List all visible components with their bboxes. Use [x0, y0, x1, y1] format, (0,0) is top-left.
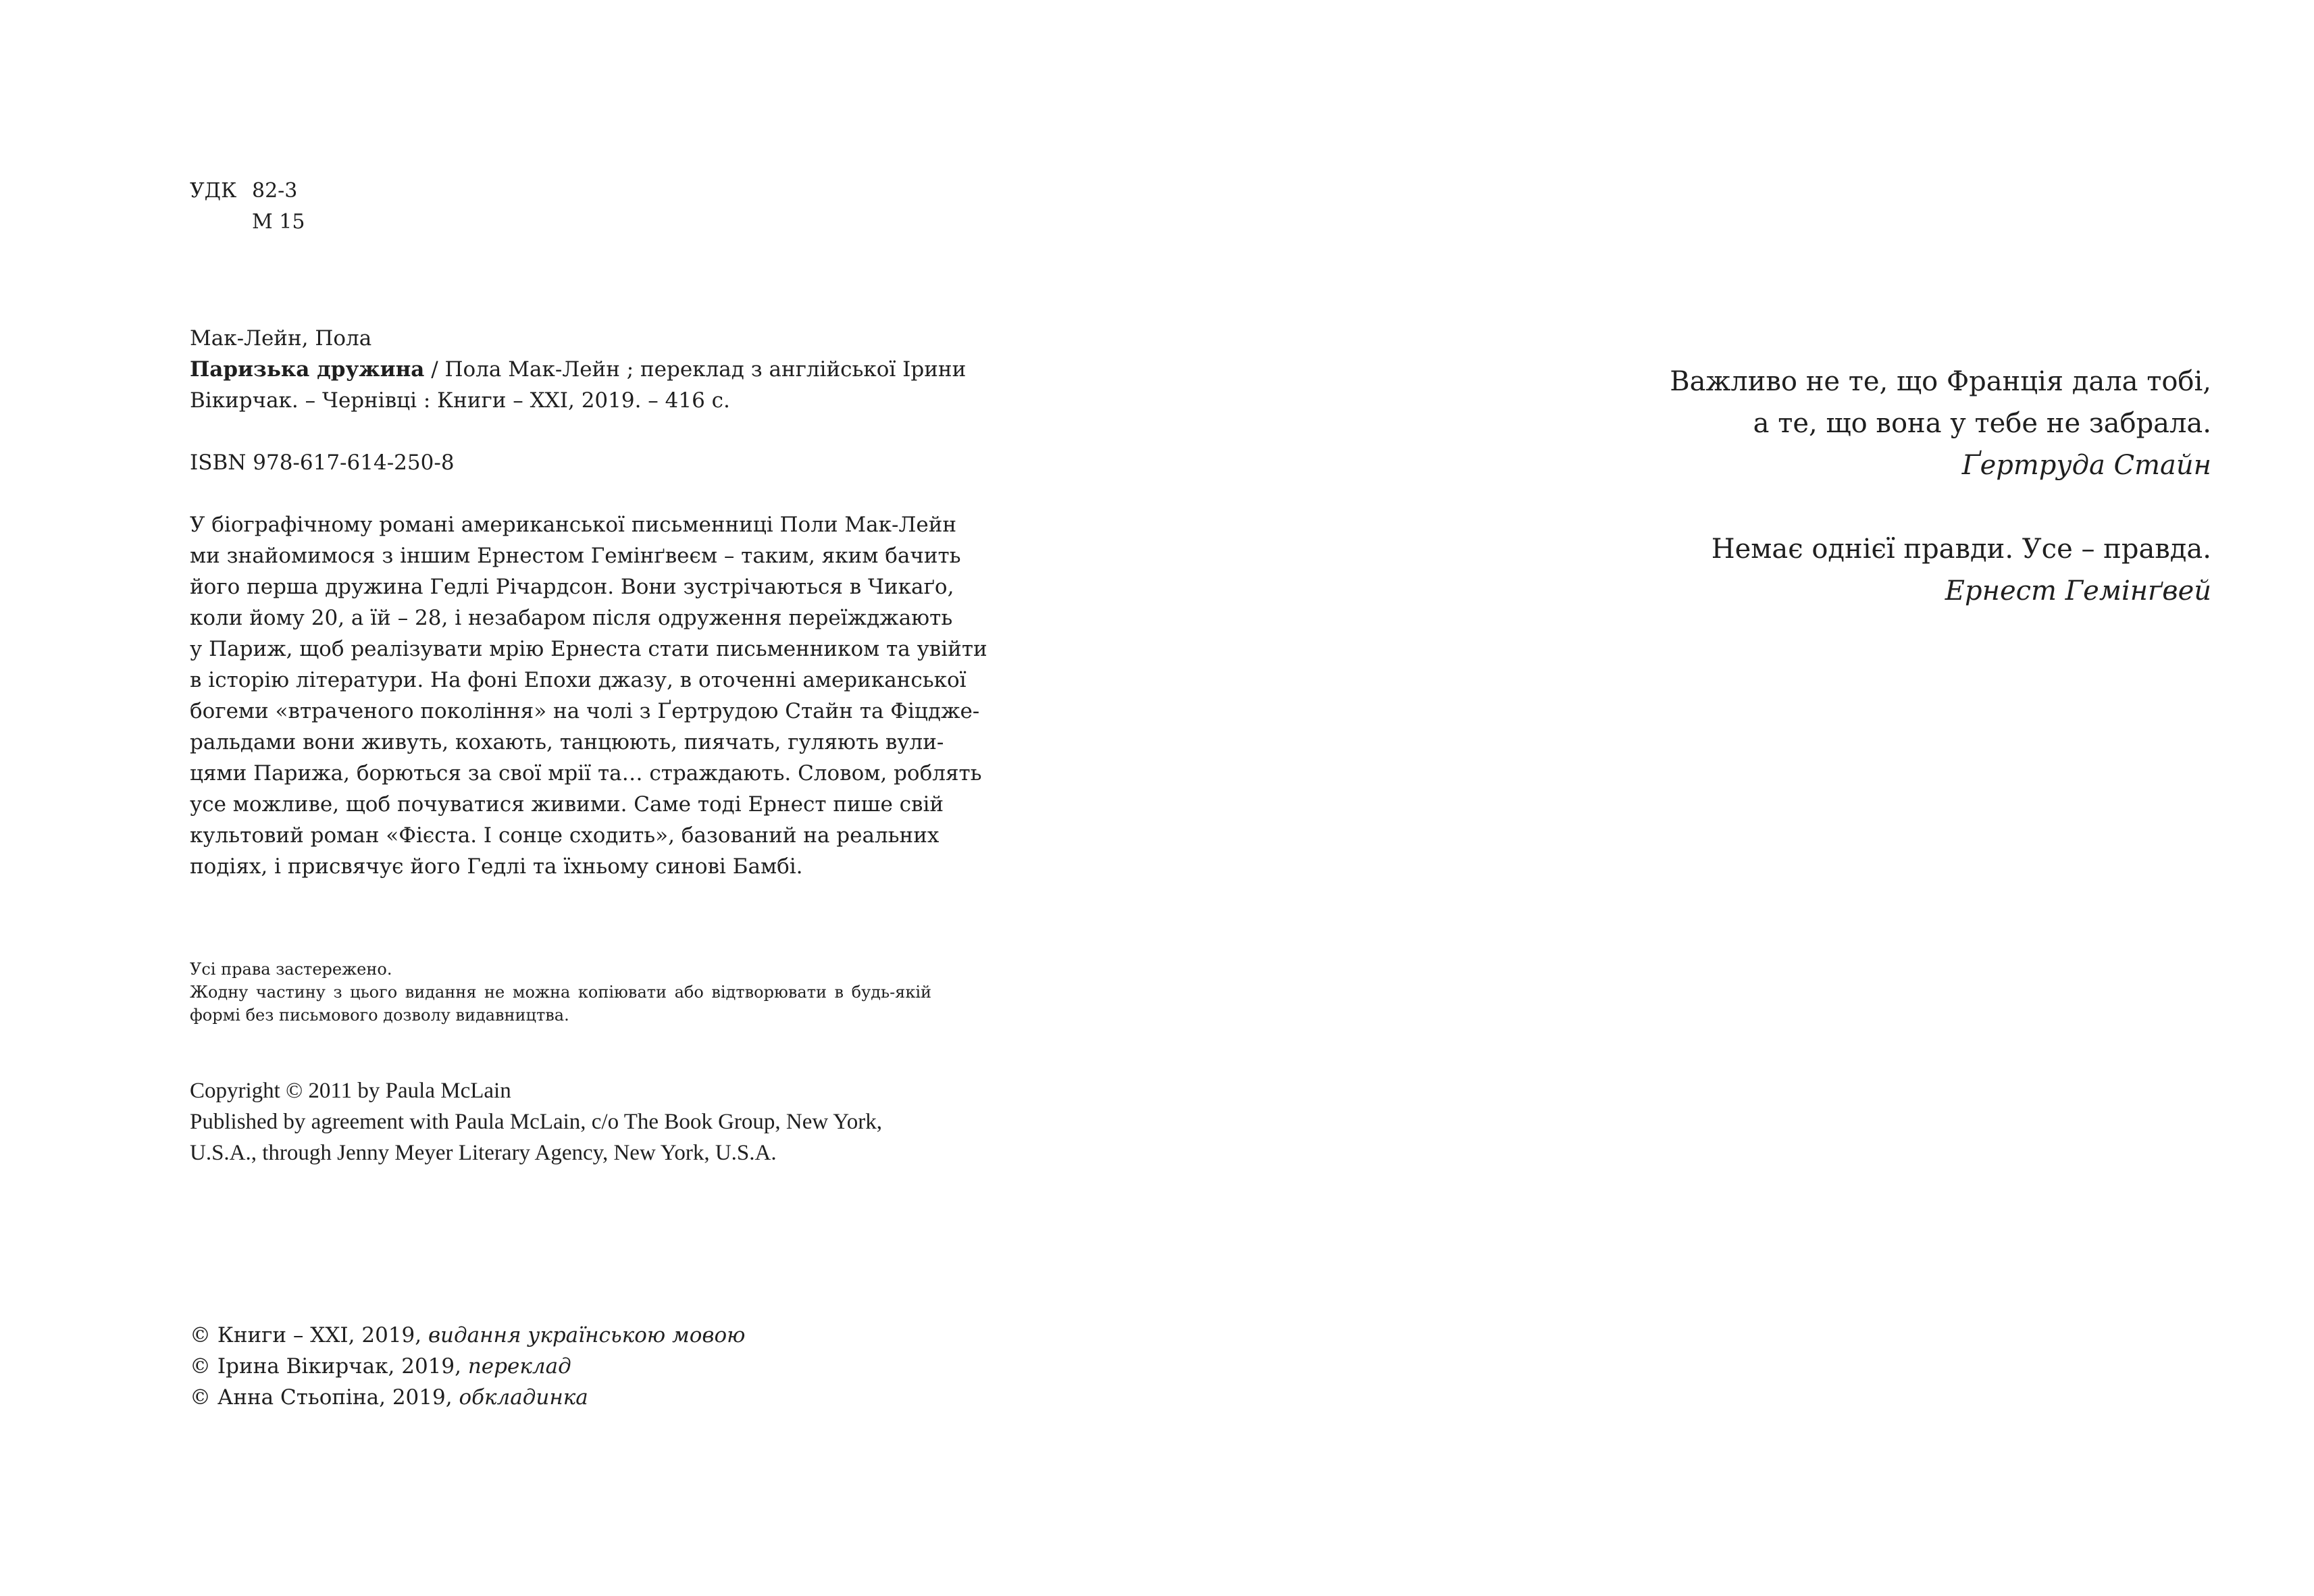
rights-line: Жодну частину з цього видання не можна копіювати або відтворювати в будь-якій [190, 983, 931, 1002]
annotation-line: культовий роман «Фієста. І сонце сходить», базований на реальних [190, 823, 940, 848]
annotation-line: його перша дружина Гедлі Річардсон. Вони зустрічаються в Чикаґо, [190, 575, 954, 599]
author-name: Мак-Лейн, Пола [190, 326, 372, 351]
udk-code: 82-3 [252, 179, 298, 203]
annotation-line: подіях, і присвячує його Гедлі та їхньому синові Бамбі. [190, 854, 803, 879]
copyright-en-line: Copyright © 2011 by Paula McLain [190, 1079, 511, 1103]
copyright-en-line: U.S.A., through Jenny Meyer Literary Agency, New York, U.S.A. [190, 1141, 777, 1165]
quote-line: Важливо не те, що Франція дала тобі, [1670, 366, 2211, 397]
annotation [190, 509, 987, 882]
copyright-en-line: Published by agreement with Paula McLain, c/o The Book Group, New York, [190, 1110, 882, 1134]
quote-author: Ернест Гемінґвей [1945, 575, 2211, 607]
annotation-line: у Париж, щоб реалізувати мрію Ернеста стати письменником та увійти [190, 637, 987, 661]
annotation-line: цями Парижа, борються за свої мрії та… страждають. Словом, роблять [190, 761, 982, 786]
quote-line: а те, що вона у тебе не забрала. [1753, 408, 2211, 439]
quote-author: Ґертруда Стайн [1961, 450, 2211, 481]
isbn: ISBN 978-617-614-250-8 [190, 451, 455, 475]
annotation-line: богеми «втраченого покоління» на чолі з Ґертрудою Стайн та Фіцдже- [190, 699, 980, 723]
annotation-line: ми знайомимося з іншим Ернестом Гемінґвеєм – таким, яким бачить [190, 544, 961, 568]
quote-line: Немає однієї правди. Усе – правда. [1711, 534, 2211, 565]
annotation-line: У біографічному романі американської письменниці Поли Мак-Лейн [190, 513, 957, 537]
imprint-page [190, 176, 987, 1413]
annotation-line: усе можливе, щоб почуватися живими. Саме тоді Ернест пише свій [190, 792, 944, 817]
udk-label: УДК [190, 179, 237, 203]
copyright-line: © Анна Стьопіна, 2019, обкладинка [190, 1385, 588, 1410]
edition-copyrights [190, 1320, 931, 1413]
annotation-line: в історію літератури. На фоні Епохи джазу, в оточенні американської [190, 668, 967, 692]
rights-line: Усі права застережено. [190, 960, 392, 979]
bib-line-1: / Пола Мак-Лейн ; переклад з англійської Ірини [424, 357, 967, 382]
udk-block [190, 176, 931, 238]
original-copyright [190, 1075, 931, 1168]
rights-line: формі без письмового дозволу видавництва. [190, 1006, 569, 1025]
annotation-line: ральдами вони живуть, кохають, танцюють, пиячать, гуляють вули- [190, 730, 944, 754]
epigraph-page [1333, 361, 2211, 612]
copyright-line: © Ірина Вікирчак, 2019, переклад [190, 1354, 571, 1379]
rights-notice [190, 958, 931, 1027]
bibliographic-description [190, 354, 967, 416]
annotation-line: коли йому 20, а їй – 28, і незабаром після одруження переїжджають [190, 606, 953, 630]
epigraph-hemingway [1333, 528, 2211, 612]
copyright-line: © Книги – ХХІ, 2019, видання українською мовою [190, 1323, 746, 1347]
book-title: Паризька дружина [190, 357, 425, 382]
udk-author-mark: М 15 [252, 210, 305, 234]
bib-line-2: Вікирчак. – Чернівці : Книги – ХХІ, 2019. – 416 с. [190, 388, 730, 413]
epigraph-stein [1333, 361, 2211, 486]
